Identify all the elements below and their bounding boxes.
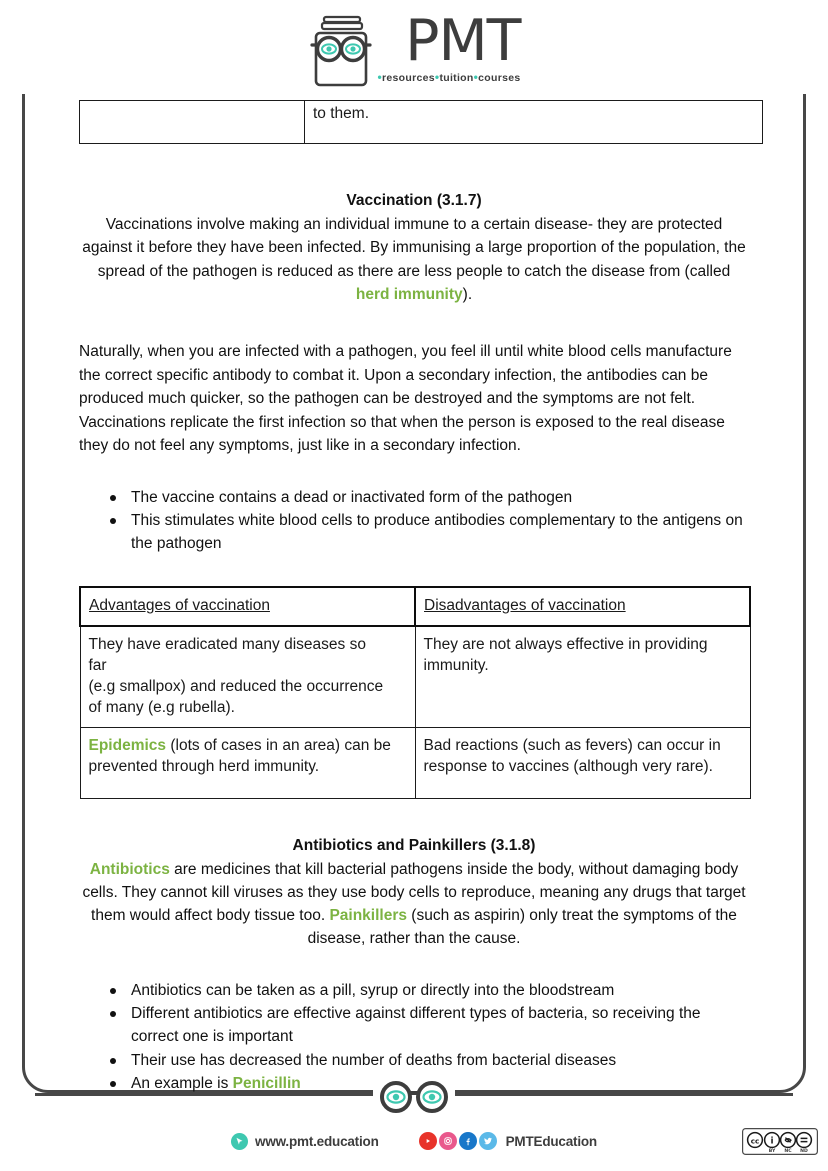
antibiotics-intro-post: (such as aspirin) only treat the symptoms of the disease, rather than the cause.: [307, 907, 737, 948]
continuation-cell-right: to them.: [305, 101, 763, 144]
logo-wordmark: PMT: [405, 8, 521, 74]
advantage-cell-2: [80, 727, 415, 798]
column-header-disadvantages: [415, 587, 750, 626]
table-row: [80, 727, 750, 798]
vaccination-heading: Vaccination (3.1.7): [346, 192, 482, 209]
tagline-dot: •: [377, 70, 383, 84]
disadvantage-cell-1: They are not always effective in providing immunity.: [415, 626, 750, 728]
pros-cons-table: [79, 586, 751, 799]
table-header-row: [80, 587, 750, 626]
tagline-resources: resources: [382, 72, 435, 84]
antibiotics-term: Antibiotics: [89, 860, 170, 878]
epidemics-term: Epidemics: [88, 736, 167, 754]
vaccination-intro-post: ).: [462, 285, 473, 303]
advantage-line: of many (e.g rubella).: [88, 698, 235, 716]
column-header-advantages: [80, 587, 415, 626]
footer-glasses-icon: [373, 1080, 455, 1114]
svg-text:i: i: [770, 1136, 774, 1147]
vaccination-intro: [79, 213, 749, 306]
herd-immunity-term: herd immunity: [355, 285, 463, 303]
header-logo: [0, 10, 828, 94]
svg-text:NC: NC: [784, 1149, 792, 1155]
svg-text:ND: ND: [800, 1149, 808, 1155]
disadvantage-cell-2: Bad reactions (such as fevers) can occur in response to vaccines (although very rare).: [415, 727, 750, 798]
logo-text-block: [377, 8, 521, 84]
tagline-dot: •: [434, 70, 440, 84]
tagline-dot: •: [473, 70, 479, 84]
advantage-cell-2-rest: (lots of cases in an area) can be prevented through herd immunity.: [88, 736, 391, 775]
vaccination-body: Naturally, when you are infected with a pathogen, you feel ill until white blood cells manufacture the correct specific antibody to combat it. Upon a secondary infection, the antibodies can be produced much quicker, so the pathogen can be destroyed and the symptoms are not felt. Vaccinations replicate the first infection so that when the person is exposed to the real disease they do not feel any symptoms, just like in a secondary infection.: [79, 343, 732, 455]
advantage-line: They have eradicated many diseases so: [88, 635, 366, 653]
svg-text:cc: cc: [750, 1136, 760, 1146]
advantage-cell-1: [80, 626, 415, 728]
advantage-line: far: [88, 656, 107, 674]
logo-tagline: [378, 70, 521, 84]
document-content: [79, 100, 749, 1095]
advantage-line: (e.g smallpox) and reduced the occurrence: [88, 677, 384, 695]
antibiotics-bullets: [79, 979, 749, 1095]
continuation-cell-left: [80, 101, 305, 144]
antibiotics-heading: Antibiotics and Painkillers (3.1.8): [292, 836, 536, 854]
table-row: [80, 626, 750, 728]
creative-commons-by-nc-nd-badge-icon: [742, 1128, 818, 1155]
website-url: www.pmt.education: [255, 1133, 379, 1149]
social-handle: PMTEducation: [505, 1133, 597, 1149]
penicillin-bullet-pre: An example is: [131, 1074, 233, 1092]
vaccination-intro-pre: Vaccinations involve making an individual immune to a certain disease- they are protected against it before they have been infected. By immunising a large proportion of the population, the spread of the pathogen is reduced as there are less people to catch the disease from (called: [82, 216, 746, 280]
footer-bar: [0, 1124, 828, 1158]
pmt-jar-glasses-logo-icon: [308, 14, 374, 90]
table-row: [80, 101, 763, 144]
cursor-icon: [231, 1133, 248, 1150]
list-item: This stimulates white blood cells to produce antibodies complementary to the antigens on the pathogen: [107, 509, 749, 556]
facebook-icon[interactable]: [459, 1132, 477, 1150]
instagram-icon[interactable]: [439, 1132, 457, 1150]
vaccination-bullets: [79, 486, 749, 556]
social-links: [419, 1132, 597, 1150]
penicillin-term: Penicillin: [232, 1074, 301, 1092]
twitter-icon[interactable]: [479, 1132, 497, 1150]
tagline-tuition: tuition: [439, 72, 474, 84]
painkillers-term: Painkillers: [329, 907, 407, 925]
antibiotics-intro-mid: are medicines that kill bacterial pathogens inside the body, without damaging body cells. They cannot kill viruses as they use body cells to reproduce, meaning any drugs that target them would affect body tissue too.: [82, 860, 746, 925]
list-item: Their use has decreased the number of deaths from bacterial diseases: [107, 1049, 749, 1072]
list-item: Different antibiotics are effective against different types of bacteria, so receiving the correct one is important: [107, 1002, 749, 1049]
list-item: The vaccine contains a dead or inactivated form of the pathogen: [107, 486, 749, 509]
svg-text:BY: BY: [768, 1149, 776, 1155]
antibiotics-intro: [79, 858, 749, 951]
column-header-advantages-label: Advantages of vaccination: [89, 596, 270, 614]
logo-lockup: [294, 8, 535, 90]
tagline-courses: courses: [478, 72, 521, 84]
list-item: Antibiotics can be taken as a pill, syrup or directly into the bloodstream: [107, 979, 749, 1002]
youtube-icon[interactable]: [419, 1132, 437, 1150]
column-header-disadvantages-label: Disadvantages of vaccination: [424, 596, 626, 614]
continuation-table: [79, 100, 763, 144]
website-link[interactable]: [231, 1133, 379, 1150]
